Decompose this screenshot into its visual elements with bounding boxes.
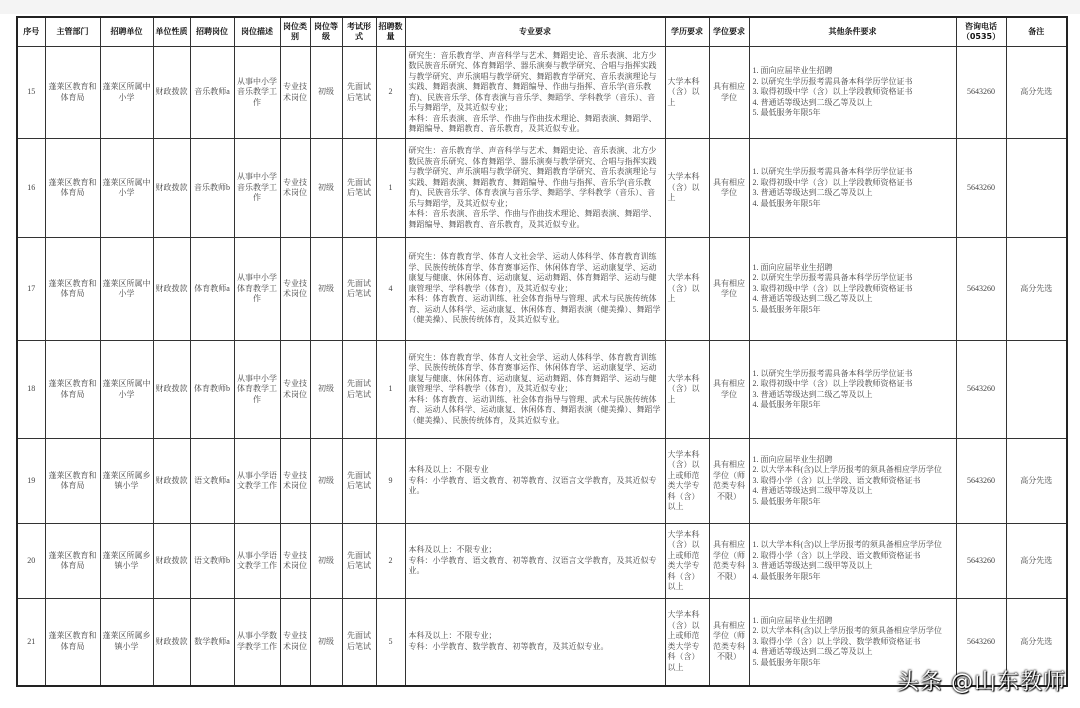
position: 语文教师a [190,439,234,524]
position: 音乐教师a [190,47,234,139]
position-description: 从事小学数学教学工作 [234,599,280,686]
table-row [17,139,1067,238]
table-row [17,439,1067,524]
exam-format: 先面试后笔试 [342,47,376,139]
unit-nature: 财政拨款 [153,341,190,439]
department: 蓬莱区教育和体育局 [45,439,100,524]
phone: 5643260 [956,341,1006,439]
remark [1006,139,1067,238]
position-level: 初级 [310,238,342,341]
phone: 5643260 [956,238,1006,341]
row-number: 19 [17,439,45,524]
unit-nature: 财政拨款 [153,47,190,139]
other-requirements: 1. 以研究生学历报考需具备本科学历学位证书 2. 取得初级中学（含）以上学段教师资格证书 3. 普通话等级达到二级乙等及以上 4. 最低服务年限5年 [749,139,956,238]
position-type: 专业技术岗位 [280,524,310,599]
column-header: 主管部门 [45,17,100,47]
position-type: 专业技术岗位 [280,599,310,686]
phone: 5643260 [956,47,1006,139]
position-description: 从事中小学音乐教学工作 [234,139,280,238]
column-header: 学历要求 [665,17,709,47]
major-requirement: 研究生：音乐教育学、声音科学与艺术、舞蹈史论、音乐表演、北方少数民族音乐研究、体育舞蹈学、器乐演奏与教学研究、合唱与指挥实践与教学研究、声乐演唱与教学研究、舞蹈教育学研究、音乐表演理论与实践、舞蹈表演、舞蹈教育、舞蹈编导、作曲与指挥、音乐学(音乐教育)、民族音乐学、体育表演与音乐学、舞蹈学、学科教学（音乐）、音乐与舞蹈学，及其近似专业； 本科：音乐表演、音乐学、作曲与作曲技术理论、舞蹈表演、舞蹈学、舞蹈编导、舞蹈教育、音乐教育，及其近似专业。 [405,47,665,139]
exam-format: 先面试后笔试 [342,599,376,686]
row-number: 18 [17,341,45,439]
position-description: 从事小学语文教学工作 [234,439,280,524]
degree-requirement: 具有相应学位（师范类专科不限） [709,439,749,524]
department: 蓬莱区教育和体育局 [45,238,100,341]
column-header: 其他条件要求 [749,17,956,47]
position-type: 专业技术岗位 [280,341,310,439]
hiring-count: 1 [376,341,405,439]
hiring-count: 2 [376,524,405,599]
department: 蓬莱区教育和体育局 [45,341,100,439]
major-requirement: 研究生：体育教育学、体育人文社会学、运动人体科学、体育教育训练学、民族传统体育学、体育赛事运作、休闲体育学、运动康复学、运动康复与健康、休闲体育、运动康复、运动舞蹈、体育舞蹈学、运动与健康管理学、学科教学（体育），及其近似专业； 本科：体育教育、运动训练、社会体育指导与管理、武术与民族传统体育、运动人体科学、运动康复、休闲体育、舞蹈表演（健美操）、舞蹈学（健美操）、民族传统体育，及其近似专业。 [405,341,665,439]
remark: 高分先选 [1006,439,1067,524]
unit: 蓬莱区所属中小学 [100,139,153,238]
column-header: 备注 [1006,17,1067,47]
position-level: 初级 [310,47,342,139]
education-requirement: 大学本科（含）以上 [665,47,709,139]
hiring-count: 5 [376,599,405,686]
education-requirement: 大学本科（含）以上 [665,139,709,238]
degree-requirement: 具有相应学位 [709,341,749,439]
phone: 5643260 [956,524,1006,599]
column-header: 专业要求 [405,17,665,47]
position: 音乐教师b [190,139,234,238]
row-number: 16 [17,139,45,238]
other-requirements: 1. 面向应届毕业生招聘 2. 以研究生学历报考需具备本科学历学位证书 3. 取得初级中学（含）以上学段教师资格证书 4. 普通话等级达到二级乙等及以上 5. 最低服务年限5年 [749,238,956,341]
other-requirements: 1. 面向应届毕业生招聘 2. 以大学本科(含)以上学历报考的须具备相应学历学位 3. 取得小学（含）以上学段、数学教师资格证书 4. 普通话等级达到二级乙等及以上 5. 最低服务年限5年 [749,599,956,686]
position-level: 初级 [310,439,342,524]
position-type: 专业技术岗位 [280,439,310,524]
remark: 高分先选 [1006,524,1067,599]
recruitment-table [16,16,1068,687]
remark: 高分先选 [1006,238,1067,341]
position: 语文教师b [190,524,234,599]
unit: 蓬莱区所属乡镇小学 [100,524,153,599]
department: 蓬莱区教育和体育局 [45,139,100,238]
education-requirement: 大学本科（含）以上 [665,238,709,341]
unit-nature: 财政拨款 [153,524,190,599]
position: 体育教师b [190,341,234,439]
education-requirement: 大学本科（含）以上或师范类大学专科（含）以上 [665,599,709,686]
table-row [17,341,1067,439]
position-level: 初级 [310,139,342,238]
column-header: 考试形式 [342,17,376,47]
column-header: 咨询电话（0535） [956,17,1006,47]
education-requirement: 大学本科（含）以上 [665,341,709,439]
position-description: 从事中小学体育教学工作 [234,341,280,439]
other-requirements: 1. 以大学本科(含)以上学历报考的须具备相应学历学位 2. 取得小学（含）以上学段、语文教师资格证书 3. 普通话等级达到二级甲等及以上 4. 最低服务年限5年 [749,524,956,599]
exam-format: 先面试后笔试 [342,439,376,524]
row-number: 15 [17,47,45,139]
unit-nature: 财政拨款 [153,139,190,238]
degree-requirement: 具有相应学位 [709,238,749,341]
position-level: 初级 [310,599,342,686]
hiring-count: 4 [376,238,405,341]
other-requirements: 1. 面向应届毕业生招聘 2. 以研究生学历报考需具备本科学历学位证书 3. 取得初级中学（含）以上学段教师资格证书 4. 普通话等级达到二级乙等及以上 5. 最低服务年限5年 [749,47,956,139]
other-requirements: 1. 面向应届毕业生招聘 2. 以大学本科(含)以上学历报考的须具备相应学历学位 3. 取得小学（含）以上学段、语文教师资格证书 4. 普通话等级达到二级甲等及以上 5. 最低服务年限5年 [749,439,956,524]
position-level: 初级 [310,524,342,599]
column-header: 招聘岗位 [190,17,234,47]
hiring-count: 2 [376,47,405,139]
column-header: 招聘数量 [376,17,405,47]
column-header: 序号 [17,17,45,47]
column-header: 岗位类别 [280,17,310,47]
unit: 蓬莱区所属乡镇小学 [100,439,153,524]
phone: 5643260 [956,439,1006,524]
table-header-row [17,17,1067,47]
unit: 蓬莱区所属中小学 [100,341,153,439]
table-row [17,47,1067,139]
exam-format: 先面试后笔试 [342,238,376,341]
row-number: 21 [17,599,45,686]
exam-format: 先面试后笔试 [342,524,376,599]
unit-nature: 财政拨款 [153,238,190,341]
remark [1006,341,1067,439]
row-number: 17 [17,238,45,341]
remark: 高分先选 [1006,599,1067,686]
watermark: 头条 @山东教师 [897,670,1066,695]
column-header: 招聘单位 [100,17,153,47]
hiring-count: 9 [376,439,405,524]
major-requirement: 本科及以上：不限专业； 专科：小学教育、数学教育、初等教育，及其近似专业。 [405,599,665,686]
other-requirements: 1. 以研究生学历报考需具备本科学历学位证书 2. 取得初级中学（含）以上学段教师资格证书 3. 普通话等级达到二级乙等及以上 4. 最低服务年限5年 [749,341,956,439]
position-description: 从事小学语文教学工作 [234,524,280,599]
position-type: 专业技术岗位 [280,139,310,238]
degree-requirement: 具有相应学位（师范类专科不限） [709,599,749,686]
degree-requirement: 具有相应学位 [709,139,749,238]
column-header: 岗位等级 [310,17,342,47]
position: 数学教师a [190,599,234,686]
column-header: 岗位描述 [234,17,280,47]
position: 体育教师a [190,238,234,341]
unit-nature: 财政拨款 [153,599,190,686]
degree-requirement: 具有相应学位（师范类专科不限） [709,524,749,599]
remark: 高分先选 [1006,47,1067,139]
education-requirement: 大学本科（含）以上或师范类大学专科（含）以上 [665,439,709,524]
position-type: 专业技术岗位 [280,47,310,139]
major-requirement: 研究生：体育教育学、体育人文社会学、运动人体科学、体育教育训练学、民族传统体育学、体育赛事运作、休闲体育学、运动康复学、运动康复与健康、休闲体育、运动康复、运动舞蹈、体育舞蹈学、运动与健康管理学、学科教学（体育），及其近似专业； 本科：体育教育、运动训练、社会体育指导与管理、武术与民族传统体育、运动人体科学、运动康复、休闲体育、舞蹈表演（健美操）、舞蹈学（健美操）、民族传统体育，及其近似专业。 [405,238,665,341]
education-requirement: 大学本科（含）以上或师范类大学专科（含）以上 [665,524,709,599]
row-number: 20 [17,524,45,599]
table-row [17,524,1067,599]
table-row [17,238,1067,341]
department: 蓬莱区教育和体育局 [45,599,100,686]
exam-format: 先面试后笔试 [342,341,376,439]
phone: 5643260 [956,599,1006,686]
major-requirement: 本科及以上：不限专业 专科：小学教育、语文教育、初等教育、汉语言文学教育，及其近似专业。 [405,439,665,524]
major-requirement: 研究生：音乐教育学、声音科学与艺术、舞蹈史论、音乐表演、北方少数民族音乐研究、体育舞蹈学、器乐演奏与教学研究、合唱与指挥实践与教学研究、声乐演唱与教学研究、舞蹈教育学研究、音乐表演理论与实践、舞蹈表演、舞蹈教育、舞蹈编导、作曲与指挥、音乐学(音乐教育)、民族音乐学、体育表演与音乐学、舞蹈学、学科教学（音乐）、音乐与舞蹈学，及其近似专业； 本科：音乐表演、音乐学、作曲与作曲技术理论、舞蹈表演、舞蹈学、舞蹈编导、舞蹈教育、音乐教育，及其近似专业。 [405,139,665,238]
unit: 蓬莱区所属乡镇小学 [100,599,153,686]
major-requirement: 本科及以上：不限专业； 专科：小学教育、语文教育、初等教育、汉语言文学教育，及其近似专业。 [405,524,665,599]
column-header: 学位要求 [709,17,749,47]
unit: 蓬莱区所属中小学 [100,238,153,341]
unit: 蓬莱区所属中小学 [100,47,153,139]
department: 蓬莱区教育和体育局 [45,47,100,139]
position-level: 初级 [310,341,342,439]
department: 蓬莱区教育和体育局 [45,524,100,599]
unit-nature: 财政拨款 [153,439,190,524]
degree-requirement: 具有相应学位 [709,47,749,139]
exam-format: 先面试后笔试 [342,139,376,238]
phone: 5643260 [956,139,1006,238]
column-header: 单位性质 [153,17,190,47]
position-type: 专业技术岗位 [280,238,310,341]
hiring-count: 1 [376,139,405,238]
top-bar [0,0,1080,14]
position-description: 从事中小学音乐教学工作 [234,47,280,139]
position-description: 从事中小学体育教学工作 [234,238,280,341]
